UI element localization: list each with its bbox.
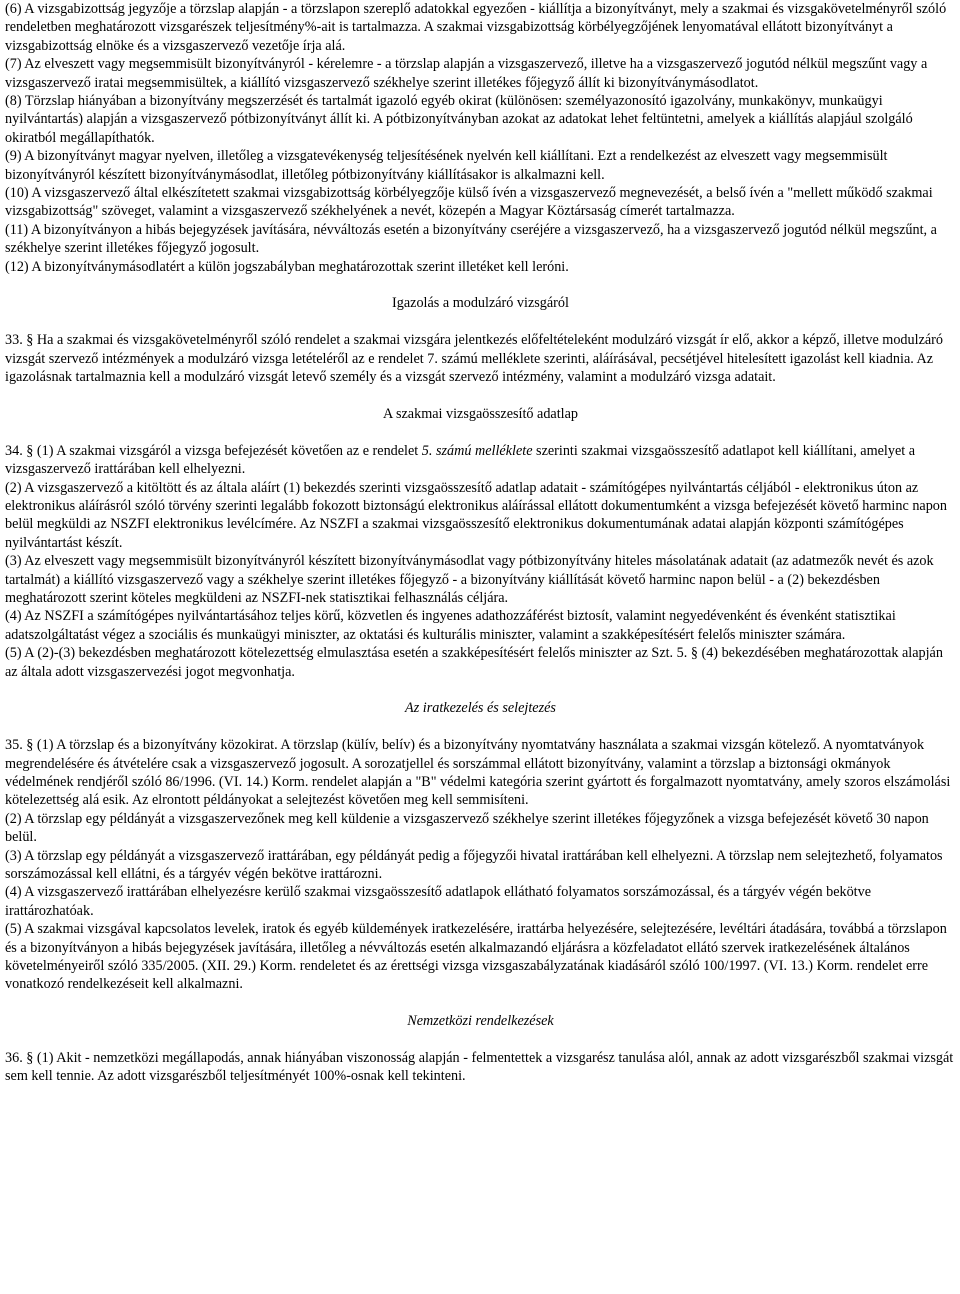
paragraph: (2) A vizsgaszervező a kitöltött és az általa aláírt (1) bekezdés szerinti vizsgaösszesítő adatlap adatait - számítógépes nyilvántartás céljából - elektronikus úton az elektronikus aláírásról szóló törvény szerinti legalább fokozott biztonságú elektronikus aláírással ellátott dokumentumként a vizsga befejezését követő harminc napon belül megküldi az NSZFI elektronikus levélcímére. Az NSZFI a szakmai vizsgaösszesítő elektronikus dokumentumának adatai alapján központi számítógépes nyilvántartást készít. [5,479,947,551]
paragraph: (3) Az elveszett vagy megsemmisült bizonyítványról készített bizonyítványmásodlat vagy pótbizonyítvány hiteles másolatának adatait (az adatmezők nevét és azok tartalmát) a kiállító vizsgaszervező vagy a székhelye szerint illetékes főjegyző - a bizonyítvány kiállítását követő harminc napon belül - a (2) bekezdésben meghatározott szerint köteles megküldeni az NSZFI-nek statisztikai felhasználás céljára. [5,553,934,606]
section-heading-nemzetkozi: Nemzetközi rendelkezések [407,1013,554,1030]
paragraph: 33. § Ha a szakmai és vizsgakövetelményről szóló rendelet a szakmai vizsgára jelentkezés előfeltételeként modulzáró vizsgát ír elő, akkor a képző, illetve modulzáró vizsgát szervező intézmények a modulzáró vizsga letételéről az e rendelet 7. számú melléklete szerinti, aláírásával, pecsétjével hitelesített igazolást kell kiadnia. Az igazolásnak tartalmaznia kell a modulzáró vizsgát letevő személy és a vizsgát szervező intézmény, valamint a modulzáró vizsga adatait. [5,332,943,386]
paragraph: (3) A törzslap egy példányát a vizsgaszervező irattárában, egy példányát pedig a főjegyzői hivatal irattárában kell elhelyezni. A törzslap nem selejtezhető, folyamatos sorszámozással kell ellátni, és a tárgyév végén bekötve irattározni. [5,847,943,882]
paragraph: (11) A bizonyítványon a hibás bejegyzések javítására, névváltozás esetén a bizonyítvány cseréjére a vizsgaszervező, ha a vizsgaszervező jogutód nélkül megszűnt, a székhelye szerint illetékes főjegyző jogosult. [5,221,937,257]
paragraph: (8) Törzslap hiányában a bizonyítvány megszerzését és tartalmát igazoló egyéb okirat (különösen: személyazonosító igazolvány, munkakönyv, munkaügyi nyilvántartás) alapján a vizsgaszervező pótbizonyítványt állít ki. A pótbizonyítványban azokat az adatokat lehet feltüntetni, amelyek a kiállítás alapjául szolgáló okiratból megállapíthatók. [5,93,913,146]
section-heading-iratkezeles: Az iratkezelés és selejtezés [405,700,556,717]
paragraph: (4) Az NSZFI a számítógépes nyilvántartásához teljes körű, közvetlen és ingyenes adathozzáférést biztosít, valamint negyedévenként és évenként statisztikai adatszolgáltatást végez a szociális és munkaügyi miniszter, az oktatási és kulturális miniszter, valamint a szakképesítésért felelős miniszter számára. [5,608,896,643]
paragraph-text: 34. § (1) A szakmai vizsgáról a vizsga befejezését követően az e rendelet [5,442,422,459]
paragraph: (7) Az elveszett vagy megsemmisült bizonyítványról - kérelemre - a törzslap alapján a vizsgaszervező, illetve ha a vizsgaszervező jogutód nélkül megszűnt vagy a vizsgaszervező iratai megsemmisültek, a kiállító vizsgaszervező székhelye szerint illetékes főjegyző állít ki bizonyítványmásodlatot. [5,56,928,91]
paragraph: (5) A szakmai vizsgával kapcsolatos levelek, iratok és egyéb küldemények iratkezelésére, irattárba helyezésére, selejtezésére, levéltári átadására, továbbá a törzslapon és a bizonyítványon a hibás bejegyzések javítására, illetőleg a névváltozás esetén alkalmazandó eljárásra a közfeladatot ellátó szervek iratkezelésének általános követelményeiről szóló 335/2005. (XII. 29.) Korm. rendeletet és az érettségi vizsga vizsgaszabályzatának kiadásáról szóló 100/1997. (VI. 13.) Korm. rendelet erre vonatkozó rendelkezéseit kell alkalmazni. [5,921,947,993]
section-heading-modulzaro: Igazolás a modulzáró vizsgáról [392,295,569,312]
paragraph: (2) A törzslap egy példányát a vizsgaszervezőnek meg kell küldenie a vizsgaszervező székhelye szerint illetékes főjegyzőnek a vizsga befejezését követő 30 napon belül. [5,810,929,846]
paragraph-text: szerinti szakmai vizsgaösszesítő adatlapot kell kiállítani, amelyet a vizsgaszervező irattárában kell elhelyezni. [5,442,916,478]
section-34 [5,442,956,681]
paragraph: (6) A vizsgabizottság jegyzője a törzslap alapján - a törzslapon szereplő adatokkal egyezően - kiállítja a bizonyítványt, mely a szakmai és vizsgakövetelményről szóló rendeletben meghatározott vizsgarészek teljesítmény%-ait is tartalmazza. A szakmai vizsgabizottság körbélyegzőjének lenyomatával ellátott bizonyítványt a vizsgabizottság elnöke és a vizsgaszervező vezetője írja alá. [5,1,947,54]
annex-reference: 5. számú melléklete [421,442,533,459]
paragraph [5,442,956,479]
section-35 [5,736,956,994]
paragraph: 35. § (1) A törzslap és a bizonyítvány közokirat. A törzslap (külív, belív) és a bizonyítvány nyomtatvány használata a szakmai vizsgán kötelező. A nyomtatványok megrendelésére és átvételére csak a vizsgaszervező jogosult. A sorozatjellel és sorszámmal ellátott bizonyítvány, valamint a törzslap a biztonsági okmányok védelmének rendjéről szóló 86/1996. (VI. 14.) Korm. rendelet alapján a "B" védelmi kategória szerint gyártott és forgalmazott nyomtatvány, amely szoros elszámolási kötelezettség alá esik. Az elrontott példányokat a selejtezést követően meg kell semmisíteni. [5,737,951,809]
section-33 [5,331,956,386]
paragraph: 36. § (1) Akit - nemzetközi megállapodás, annak hiányában viszonosság alapján - felmentettek a vizsgarész tanulása alól, annak az adott vizsgarészből szakmai vizsgát sem kell tennie. Az adott vizsgarészből teljesítményét 100%-osnak kell tekinteni. [5,1050,954,1085]
section-heading-adatlap: A szakmai vizsgaösszesítő adatlap [382,405,579,422]
paragraph: (12) A bizonyítványmásodlatért a külön jogszabályban meghatározottak szerint illetéket kell leróni. [5,258,569,275]
paragraph: (5) A (2)-(3) bekezdésben meghatározott kötelezettség elmulasztása esetén a szakképesítésért felelős miniszter az Szt. 5. § (4) bekezdésében meghatározottak alapján az általa adott vizsgaszervezési jogot megvonhatja. [5,645,943,680]
section-32-continuation [5,0,956,276]
paragraph: (10) A vizsgaszervező által elkészítetett szakmai vizsgabizottság körbélyegzője külső ívén a vizsgaszervező megnevezését, a belső ívén a "mellett működő szakmai vizsgabizottság" szöveget, valamint a vizsgaszervező székhelyének a nevét, közepén a Magyar Köztársaság címerét tartalmazza. [5,185,933,220]
paragraph: (4) A vizsgaszervező irattárában elhelyezésre kerülő szakmai vizsgaösszesítő adatlapok ellátható folyamatos sorszámozással, és a tárgyév végén bekötve irattározhatóak. [5,884,872,919]
section-36 [5,1049,956,1086]
paragraph: (9) A bizonyítványt magyar nyelven, illetőleg a vizsgatevékenység teljesítésének nyelvén kell kiállítani. Ezt a rendelkezést az elveszett vagy megsemmisült bizonyítványról készített bizonyítványmásodlat, illetőleg pótbizonyítvány kiállításakor is alkalmazni kell. [5,148,888,183]
